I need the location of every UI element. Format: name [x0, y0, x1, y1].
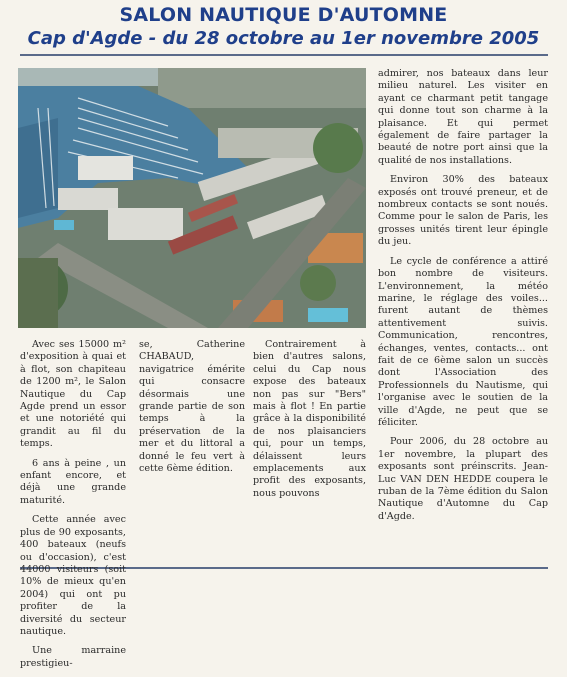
harbor-aerial-photo: [18, 68, 366, 328]
paragraph: Environ 30% des bateaux exposés ont trouvé preneur, et de nombreux contacts se sont noués. Comme pour le salon de Paris, les grosses unités tirent leur épingle du jeu.: [378, 174, 548, 248]
paragraph: admirer, nos bateaux dans leur milieu naturel. Les visiter en ayant ce charmant petit tangage qui donne tout son charme à la plaisance. Et qui permet également de faire partager la beauté de notre port ainsi que la qualité de nos installations.: [378, 68, 548, 166]
paragraph: Contrairement à bien d'autres salons, celui du Cap nous expose des bateaux non pas sur "Bers" mais à flot ! En partie grâce à la disponibilité de nos plaisanciers qui, pour un temps, délaissent leurs emplacements aux profit des exposants, nous pouvons: [253, 339, 366, 499]
paragraph: Une marraine prestigieu-: [20, 645, 126, 669]
page-subtitle: Cap d'Agde - du 28 octobre au 1er novembre 2005: [27, 28, 540, 49]
paragraph: Pour 2006, du 28 octobre au 1er novembre, la plupart des exposants sont préinscrits. Jean-Luc VAN DEN HEDDE coupera le ruban de la 7ème édition du Salon Nautique d'Automne du Cap d'Agde.: [378, 436, 548, 522]
article-column-2: [139, 339, 245, 482]
article-column-1: [20, 339, 126, 677]
article-column-3: [378, 68, 548, 530]
page-title: SALON NAUTIQUE D'AUTOMNE: [119, 4, 448, 26]
paragraph: 6 ans à peine , un enfant encore, et déjà une grande maturité.: [20, 457, 126, 506]
paragraph: se, Catherine CHABAUD, navigatrice émérite qui consacre désormais une grande partie de son temps à la préservation de la mer et du littoral a donné le feu vert à cette 6ème édition.: [139, 339, 245, 475]
title-divider: [20, 54, 548, 56]
paragraph: Cette année avec plus de 90 exposants, 400 bateaux (neufs ou d'occasion), c'est 44000 visiteurs (soit 10% de mieux qu'en 2004) qui ont pu profiter de la diversité du secteur nautique.: [20, 514, 126, 637]
paragraph: Avec ses 15000 m² d'exposition à quai et à flot, son chapiteau de 1200 m², le Salon Nautique du Cap Agde prend un essor et une notoriété qui grandit au fil du temps.: [20, 339, 126, 450]
paragraph: Le cycle de conférence a attiré bon nombre de visiteurs. L'environnement, la météo marine, le réglage des voiles... furent autant de thèmes attentivement suivis. Communication, rencontres, échanges, ventes, contacts... ont fait de ce 6ème salon un succès dont l'Association des Professionnels du Nautisme, qui l'organise avec le soutien de la ville d'Agde, ne peut que se féliciter.: [378, 255, 548, 428]
article-column-2b: [253, 339, 366, 507]
